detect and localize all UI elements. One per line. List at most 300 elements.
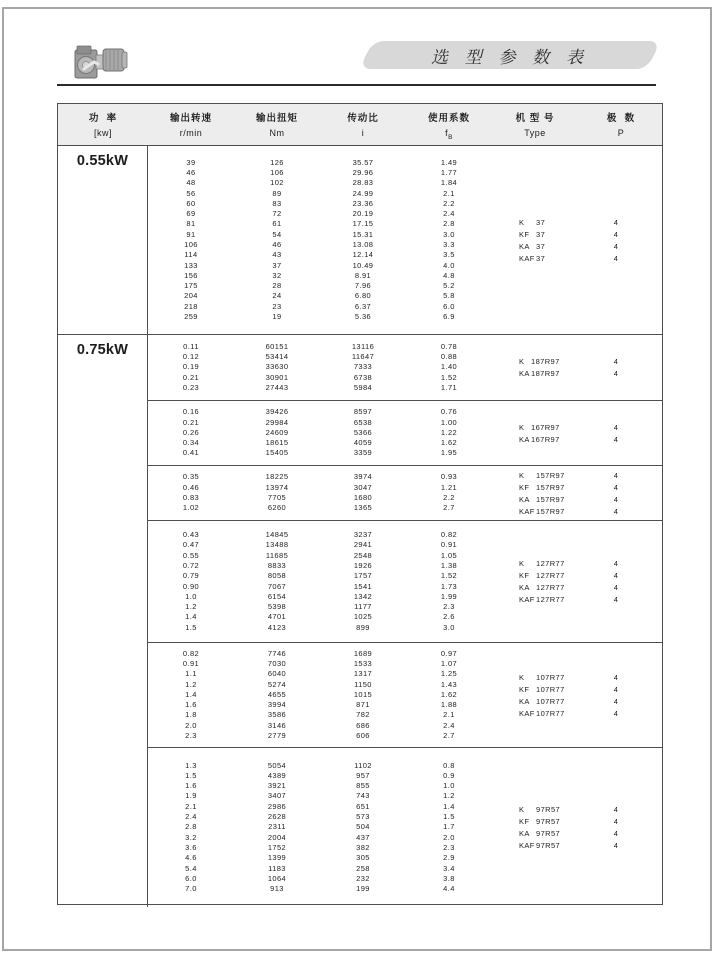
ratio-value: 13116	[351, 341, 375, 351]
table-row	[148, 612, 662, 622]
ratio-value: 382	[356, 842, 370, 852]
speed-value: 1.4	[185, 612, 197, 622]
fb-value: 1.62	[440, 438, 458, 448]
torque-value: 8833	[267, 560, 287, 570]
ratio-value: 3359	[353, 448, 373, 458]
fb-value: 1.40	[440, 362, 458, 372]
table-row	[148, 158, 662, 168]
model-prefix: K	[519, 672, 525, 682]
table-row	[148, 874, 662, 884]
ratio-value: 743	[356, 791, 370, 801]
torque-value: 2986	[267, 801, 287, 811]
table-body	[58, 146, 662, 907]
model-size: 107R77	[536, 696, 565, 706]
column-header-unit	[618, 128, 625, 138]
table-row	[148, 761, 662, 771]
fb-value: 1.21	[440, 482, 458, 492]
power-cell	[58, 335, 148, 907]
poles-value: 4	[613, 672, 619, 682]
model-size: 37	[536, 241, 546, 251]
speed-value: 106	[184, 240, 198, 249]
model-row	[492, 216, 663, 228]
ratio-value: 11647	[351, 352, 375, 362]
ratio-value: 4059	[353, 438, 373, 448]
poles-value: 4	[613, 829, 619, 838]
torque-value: 4655	[267, 689, 287, 699]
speed-value: 6.0	[185, 873, 197, 883]
table-row	[148, 659, 662, 669]
table-row	[148, 168, 662, 178]
model-size: 37	[536, 217, 546, 227]
speed-value: 114	[184, 250, 198, 260]
poles-value: 4	[613, 494, 619, 504]
torque-value: 37	[272, 260, 282, 270]
table-row	[148, 407, 662, 417]
model-size: 157R97	[536, 482, 565, 492]
model-size: 127R77	[536, 595, 565, 604]
model-prefix: K	[519, 217, 525, 227]
speed-value: 0.72	[182, 560, 200, 570]
ratio-value: 504	[356, 822, 370, 832]
model-size: 157R97	[536, 506, 565, 516]
model-size: 107R77	[536, 672, 565, 682]
model-block	[148, 465, 662, 520]
fb-value: 1.07	[440, 658, 458, 668]
ratio-value: 3237	[353, 530, 373, 540]
model-row	[492, 671, 662, 683]
fb-value: 1.99	[440, 591, 458, 601]
torque-value: 24609	[265, 427, 289, 437]
torque-value: 19	[272, 312, 282, 322]
speed-value: 81	[186, 219, 196, 229]
torque-value: 4123	[267, 622, 287, 632]
model-prefix: KAF	[519, 595, 535, 604]
model-prefix: KA	[519, 494, 530, 504]
model-row	[492, 570, 662, 582]
model-size: 187R97	[531, 357, 560, 366]
torque-value: 6040	[267, 669, 287, 679]
speed-value: 156	[184, 270, 198, 280]
ratio-value: 199	[356, 884, 370, 894]
poles-value: 4	[613, 506, 619, 516]
table-row	[148, 448, 662, 458]
torque-value: 29984	[265, 417, 289, 427]
torque-value: 1399	[267, 853, 287, 863]
poles-value: 4	[613, 229, 619, 239]
ratio-value: 651	[356, 801, 370, 811]
speed-value: 0.41	[182, 448, 200, 458]
table-row	[148, 853, 662, 863]
poles-value: 4	[613, 805, 619, 814]
model-prefix: KAF	[519, 506, 535, 516]
fb-value: 2.0	[443, 832, 455, 842]
fb-value: 1.77	[440, 167, 458, 177]
page-title-banner	[359, 41, 662, 69]
model-row	[492, 469, 662, 481]
column-header-zh: 传动比	[347, 113, 379, 124]
ratio-value: 5984	[353, 382, 373, 392]
model-block	[148, 642, 662, 747]
poles-value: 4	[613, 841, 619, 850]
fb-value: 2.2	[443, 198, 455, 208]
column-header-zh: 输出转速	[169, 113, 212, 124]
speed-value: 0.43	[182, 530, 200, 540]
torque-value: 15405	[265, 448, 289, 458]
torque-value: 13974	[265, 482, 289, 492]
speed-value: 1.6	[185, 700, 197, 710]
fb-value: 2.2	[443, 493, 455, 502]
model-prefix: K	[519, 559, 525, 568]
torque-value: 1183	[268, 863, 286, 873]
speed-value: 0.79	[182, 571, 200, 581]
speed-value: 0.55	[182, 550, 200, 560]
table-row	[148, 791, 662, 801]
model-block	[148, 335, 662, 400]
ratio-value: 1150	[354, 679, 372, 689]
model-size: 37	[536, 253, 546, 263]
fb-value: 1.52	[440, 372, 458, 382]
table-row	[148, 884, 662, 894]
torque-value: 23	[272, 301, 282, 311]
data-area	[148, 335, 662, 907]
speed-value: 48	[186, 178, 196, 188]
model-row	[492, 816, 662, 828]
torque-value: 89	[272, 188, 282, 198]
model-size: 127R77	[536, 559, 565, 568]
data-area	[148, 146, 662, 334]
speed-value: 69	[186, 209, 196, 219]
ratio-value: 1342	[353, 591, 373, 601]
poles-value: 4	[613, 422, 619, 432]
column-header-poles	[578, 104, 664, 145]
column-unit-text: r/min	[179, 128, 203, 138]
model-row	[492, 707, 662, 719]
torque-value: 60151	[265, 341, 289, 351]
fb-value: 1.73	[440, 581, 458, 591]
ratio-value: 8.91	[354, 270, 372, 280]
model-size: 127R77	[536, 583, 565, 592]
model-row	[492, 582, 662, 594]
table-row	[148, 302, 662, 312]
speed-value: 0.91	[182, 658, 200, 668]
speed-value: 1.02	[182, 503, 200, 513]
column-header-zh: 输出扭矩	[255, 113, 298, 124]
fb-value: 1.4	[443, 801, 455, 811]
speed-value: 3.2	[185, 832, 197, 842]
table-row	[148, 312, 662, 322]
torque-value: 72	[272, 209, 282, 219]
torque-value: 27443	[265, 382, 289, 392]
fb-value: 1.2	[443, 791, 455, 801]
speed-value: 3.6	[185, 842, 197, 852]
torque-value: 83	[272, 198, 282, 208]
ratio-value: 1533	[353, 658, 373, 668]
model-row	[492, 228, 663, 240]
model-size: 157R97	[536, 494, 565, 504]
model-prefix: K	[519, 805, 525, 814]
ratio-value: 6.37	[354, 301, 372, 311]
ratio-value: 258	[356, 863, 370, 873]
type-column-group	[492, 558, 662, 606]
model-row	[492, 368, 662, 380]
fb-value: 0.78	[440, 341, 458, 351]
poles-value: 4	[613, 241, 619, 251]
ratio-value: 6538	[353, 417, 373, 427]
model-row	[492, 421, 662, 433]
speed-value: 1.2	[185, 602, 197, 612]
column-header-unit	[362, 128, 365, 138]
column-unit-text: i	[361, 128, 365, 138]
model-size: 107R77	[536, 708, 565, 718]
torque-value: 43	[272, 250, 282, 260]
table-row	[148, 383, 662, 393]
torque-value: 3146	[267, 720, 287, 730]
speed-value: 0.47	[182, 540, 200, 550]
ratio-value: 686	[356, 720, 370, 730]
poles-value: 4	[613, 559, 619, 568]
gearmotor-illustration	[72, 40, 130, 84]
ratio-value: 855	[356, 781, 370, 791]
speed-value: 133	[184, 260, 198, 270]
torque-value: 3407	[267, 791, 287, 801]
model-prefix: KA	[519, 241, 530, 251]
model-prefix: KAF	[519, 708, 535, 718]
torque-value: 32	[272, 270, 282, 280]
header-divider	[57, 84, 656, 86]
speed-value: 1.6	[185, 781, 197, 791]
model-row	[492, 356, 662, 368]
speed-value: 0.83	[182, 493, 200, 502]
torque-value: 126	[270, 157, 284, 167]
torque-value: 1752	[267, 842, 287, 852]
model-size: 157R97	[536, 470, 565, 480]
speed-value: 1.5	[185, 770, 197, 780]
fb-value: 1.25	[440, 669, 458, 679]
model-size: 97R57	[536, 829, 561, 838]
speed-value: 0.90	[182, 581, 200, 591]
torque-value: 13488	[265, 540, 289, 550]
power-section	[58, 146, 662, 334]
type-column-group	[492, 671, 662, 719]
type-column-group	[492, 469, 662, 517]
fb-value: 1.95	[440, 448, 458, 458]
torque-value: 61	[272, 219, 282, 229]
poles-value: 4	[613, 583, 619, 592]
fb-value: 1.71	[440, 382, 458, 392]
torque-value: 46	[272, 240, 282, 249]
ratio-value: 2548	[353, 550, 373, 560]
fb-value: 2.1	[443, 710, 455, 720]
torque-value: 6154	[267, 591, 287, 601]
model-size: 127R77	[536, 571, 565, 580]
ratio-value: 1541	[353, 581, 373, 591]
ratio-value: 1365	[353, 503, 373, 513]
column-header-zh: 功 率	[88, 113, 118, 124]
model-size: 37	[536, 229, 546, 239]
column-header-unit	[524, 128, 546, 138]
speed-value: 60	[186, 198, 196, 208]
poles-value: 4	[613, 708, 619, 718]
speed-value: 0.21	[182, 372, 200, 382]
fb-value: 3.0	[443, 229, 455, 239]
fb-value: 1.00	[440, 417, 458, 427]
ratio-value: 20.19	[352, 209, 374, 219]
fb-value: 1.88	[440, 700, 458, 710]
ratio-value: 6738	[353, 372, 373, 382]
torque-value: 1064	[267, 873, 287, 883]
speed-value: 2.4	[185, 812, 197, 822]
fb-value: 1.52	[440, 571, 458, 581]
torque-value: 3586	[267, 710, 287, 720]
torque-value: 8058	[267, 571, 287, 581]
speed-value: 0.82	[182, 648, 200, 658]
speed-value: 0.35	[182, 472, 200, 482]
fb-value: 3.3	[443, 240, 455, 249]
speed-value: 259	[184, 312, 198, 322]
ratio-value: 1689	[353, 648, 373, 658]
model-row	[492, 828, 662, 840]
power-label: 0.55kW	[76, 153, 129, 169]
model-block	[148, 747, 662, 907]
torque-value: 4701	[267, 612, 287, 622]
model-prefix: KF	[519, 482, 530, 492]
model-prefix: K	[519, 357, 525, 366]
speed-value: 218	[184, 301, 198, 311]
model-prefix: KA	[519, 696, 530, 706]
speed-value: 2.3	[185, 731, 197, 741]
torque-value: 33630	[265, 362, 289, 372]
column-header-zh: 极 数	[606, 113, 636, 124]
model-row	[492, 683, 662, 695]
torque-value: 18615	[265, 438, 289, 448]
speed-value: 1.1	[185, 669, 197, 679]
poles-value: 4	[613, 571, 619, 580]
torque-value: 5054	[267, 760, 287, 770]
torque-value: 2628	[267, 812, 287, 822]
speed-value: 1.8	[185, 710, 197, 720]
column-unit-text: f	[445, 128, 449, 138]
model-block	[148, 400, 662, 465]
column-header-zh: 机 型 号	[515, 113, 555, 124]
fb-value: 2.3	[443, 602, 455, 612]
ratio-value: 12.14	[352, 250, 374, 260]
ratio-value: 29.96	[352, 167, 374, 177]
model-block	[148, 146, 662, 334]
ratio-value: 606	[356, 731, 370, 741]
ratio-value: 7333	[353, 362, 373, 372]
fb-value: 1.43	[440, 679, 458, 689]
fb-value: 4.0	[443, 260, 455, 270]
model-size: 107R77	[536, 684, 565, 694]
speed-value: 0.34	[182, 438, 200, 448]
fb-value: 0.88	[440, 352, 458, 362]
torque-value: 5274	[267, 679, 287, 689]
model-prefix: KA	[519, 434, 530, 444]
torque-value: 11685	[265, 550, 289, 560]
type-column-group	[492, 421, 662, 445]
speed-value: 0.11	[183, 341, 199, 351]
torque-value: 14845	[265, 530, 289, 540]
model-size: 97R57	[536, 817, 561, 826]
ratio-value: 8597	[353, 407, 373, 417]
model-prefix: KA	[519, 369, 530, 378]
ratio-value: 1926	[353, 560, 373, 570]
model-row	[492, 594, 662, 606]
column-header-fb	[406, 104, 492, 145]
torque-value: 2779	[267, 731, 287, 741]
fb-value: 0.76	[440, 407, 458, 417]
fb-value: 0.82	[440, 530, 458, 540]
ratio-value: 7.96	[354, 281, 372, 291]
fb-value: 1.38	[440, 560, 458, 570]
fb-value: 2.7	[443, 731, 455, 741]
model-prefix: KF	[519, 229, 530, 239]
model-prefix: K	[519, 470, 525, 480]
ratio-value: 1317	[353, 669, 373, 679]
model-row	[492, 840, 662, 852]
fb-value: 1.05	[440, 550, 458, 560]
table-row	[148, 189, 662, 199]
poles-value: 4	[613, 595, 619, 604]
fb-value: 1.62	[440, 689, 458, 699]
torque-value: 7067	[267, 581, 287, 591]
table-row	[148, 271, 662, 281]
torque-value: 28	[272, 281, 282, 291]
torque-value: 4389	[267, 770, 287, 780]
column-header-unit	[445, 128, 453, 141]
table-row	[148, 864, 662, 874]
selection-parameter-table	[57, 103, 663, 905]
ratio-value: 1177	[354, 602, 372, 612]
fb-value: 3.5	[443, 250, 455, 260]
fb-value: 2.4	[443, 209, 455, 219]
ratio-value: 232	[356, 873, 370, 883]
column-unit-subscript: B	[448, 133, 453, 141]
torque-value: 39426	[265, 407, 289, 417]
column-unit-text: Nm	[269, 128, 285, 138]
power-cell	[58, 146, 148, 334]
torque-value: 913	[270, 884, 284, 894]
ratio-value: 1102	[354, 760, 372, 770]
torque-value: 2311	[268, 822, 286, 832]
ratio-value: 13.08	[352, 240, 374, 249]
speed-value: 0.19	[182, 362, 200, 372]
table-row	[148, 781, 662, 791]
model-row	[492, 240, 663, 252]
table-row	[148, 649, 662, 659]
model-size: 97R57	[536, 805, 561, 814]
poles-value: 4	[613, 482, 619, 492]
ratio-value: 35.57	[352, 157, 374, 167]
fb-value: 1.49	[440, 157, 458, 167]
speed-value: 2.8	[185, 822, 197, 832]
model-prefix: KF	[519, 817, 530, 826]
fb-value: 1.22	[440, 427, 458, 437]
column-header-unit	[270, 128, 285, 138]
poles-value: 4	[613, 470, 619, 480]
speed-value: 56	[186, 188, 196, 198]
ratio-value: 1757	[353, 571, 373, 581]
power-label: 0.75kW	[76, 342, 129, 358]
fb-value: 0.97	[440, 648, 458, 658]
page-title: 选 型 参 数 表	[431, 47, 589, 67]
model-block	[148, 520, 662, 642]
column-unit-text: Type	[524, 128, 546, 138]
model-size: 97R57	[536, 841, 561, 850]
model-prefix: K	[519, 422, 525, 432]
table-row	[148, 199, 662, 209]
fb-value: 3.0	[443, 622, 455, 632]
